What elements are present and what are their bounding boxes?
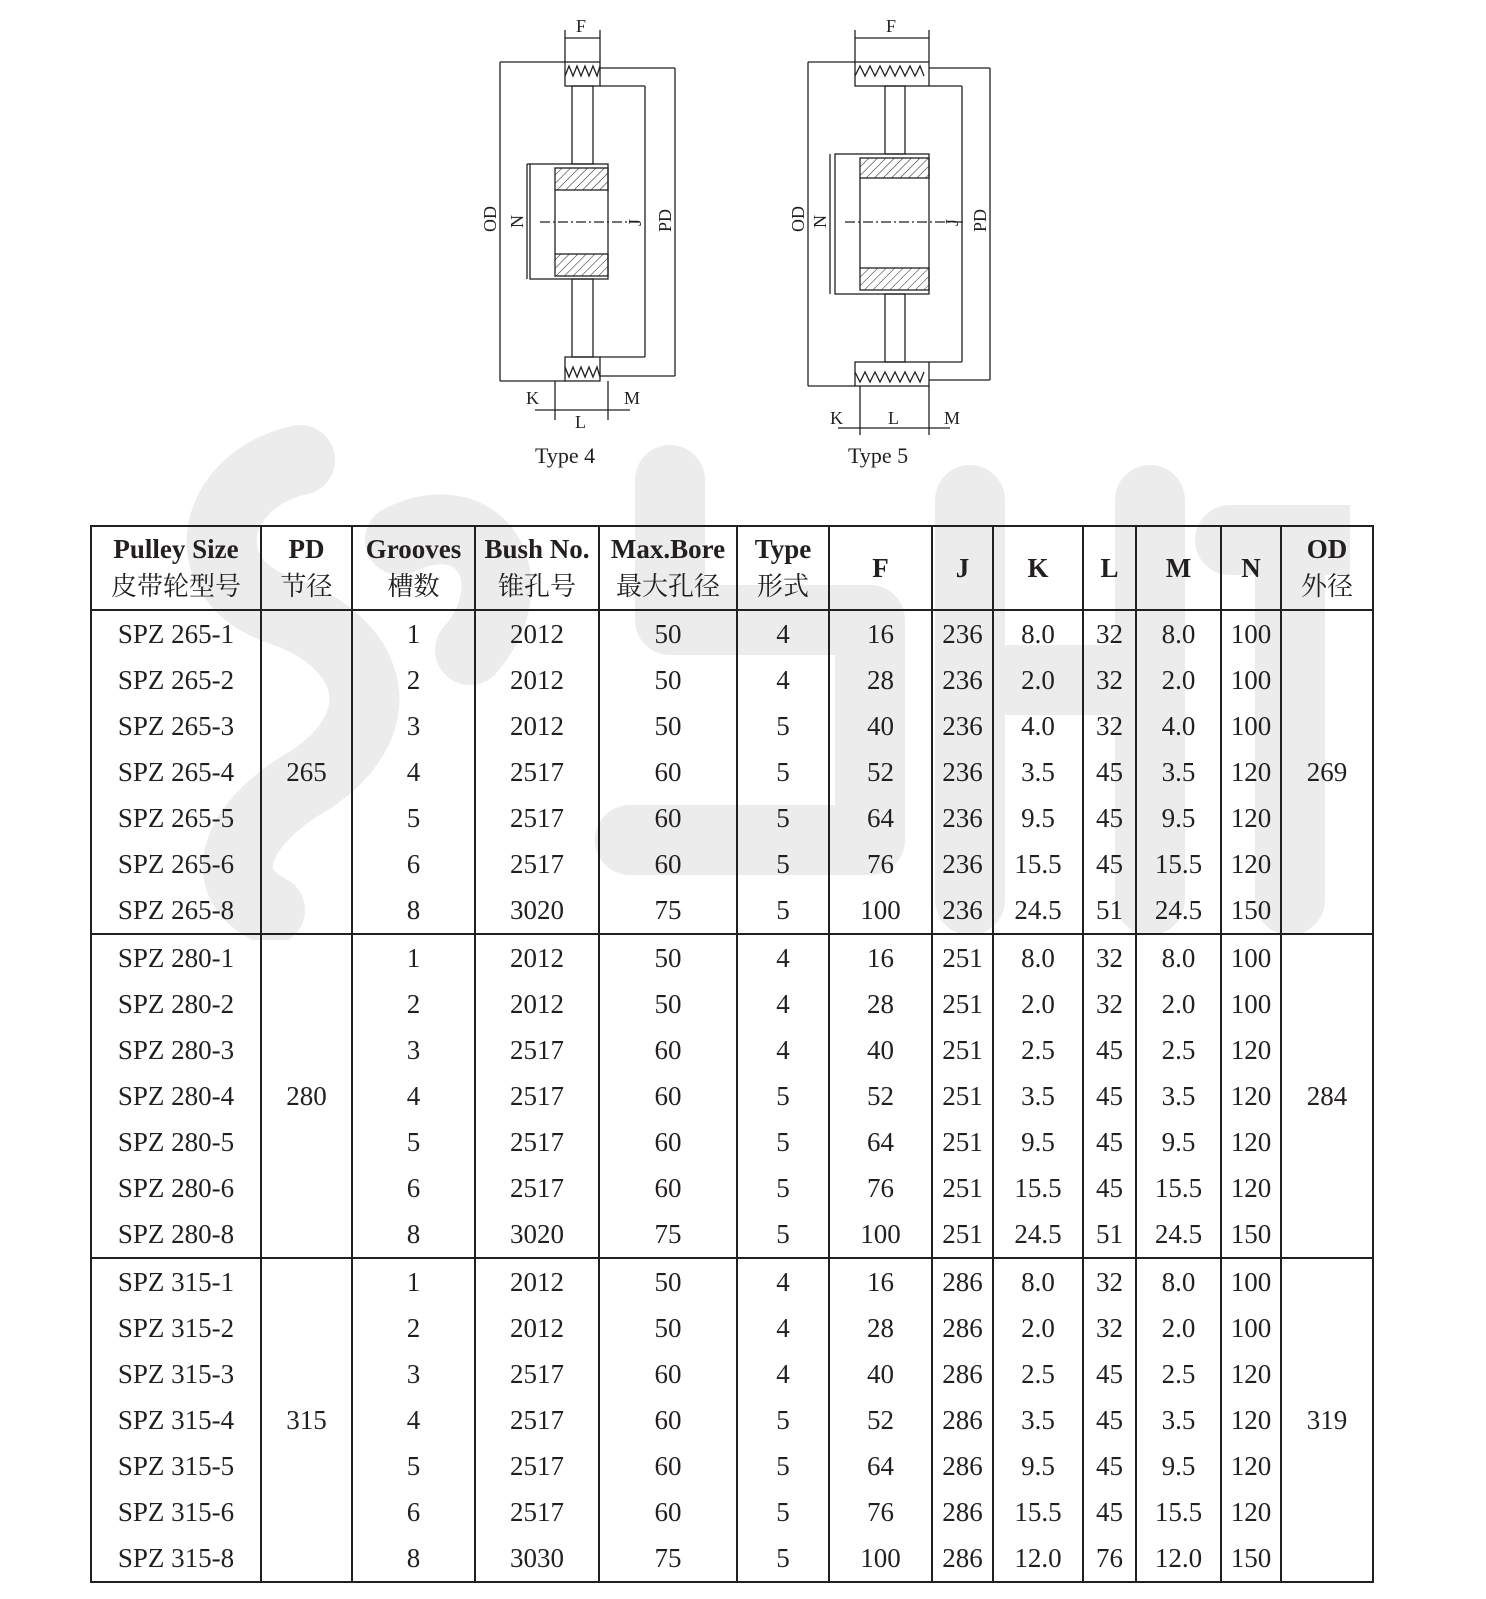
cell-k: 8.0 — [993, 934, 1083, 981]
cell-f: 52 — [829, 749, 932, 795]
cell-pulley-size: SPZ 265-4 — [91, 749, 261, 795]
cell-max-bore: 60 — [599, 749, 737, 795]
cell-bush: 2517 — [475, 749, 599, 795]
cell-grooves: 3 — [352, 1027, 475, 1073]
cell-pulley-size: SPZ 280-5 — [91, 1119, 261, 1165]
cell-grooves: 4 — [352, 749, 475, 795]
cell-max-bore: 50 — [599, 610, 737, 657]
cell-n: 120 — [1221, 1165, 1281, 1211]
column-header-en: OD — [1306, 534, 1348, 564]
cell-l: 45 — [1083, 749, 1136, 795]
cell-j: 236 — [932, 703, 993, 749]
cell-j: 251 — [932, 1073, 993, 1119]
column-header — [1281, 526, 1373, 610]
cell-pulley-size: SPZ 265-1 — [91, 610, 261, 657]
cell-n: 100 — [1221, 981, 1281, 1027]
cell-n: 120 — [1221, 1443, 1281, 1489]
cell-l: 45 — [1083, 1397, 1136, 1443]
cell-type: 5 — [737, 1119, 829, 1165]
cell-k: 8.0 — [993, 610, 1083, 657]
cell-l: 32 — [1083, 981, 1136, 1027]
cell-l: 45 — [1083, 795, 1136, 841]
column-header-cn: 皮带轮型号 — [110, 572, 241, 602]
cell-m: 15.5 — [1136, 1165, 1221, 1211]
cell-pd: 280 — [261, 934, 352, 1258]
cell-type: 4 — [737, 1305, 829, 1351]
cell-bush: 2517 — [475, 1027, 599, 1073]
table-row — [91, 610, 1373, 657]
cell-m: 2.5 — [1136, 1351, 1221, 1397]
cell-l: 32 — [1083, 610, 1136, 657]
cell-od: 284 — [1281, 934, 1373, 1258]
cell-n: 150 — [1221, 1535, 1281, 1582]
cell-f: 28 — [829, 657, 932, 703]
type5-label-f: F — [886, 16, 897, 36]
cell-j: 236 — [932, 749, 993, 795]
cell-grooves: 5 — [352, 1119, 475, 1165]
cell-j: 236 — [932, 610, 993, 657]
cell-n: 120 — [1221, 1397, 1281, 1443]
cell-f: 76 — [829, 841, 932, 887]
cell-m: 8.0 — [1136, 610, 1221, 657]
cell-m: 9.5 — [1136, 1119, 1221, 1165]
type5-label-n: N — [810, 215, 830, 228]
cell-bush: 2517 — [475, 1443, 599, 1489]
type4-label-m: M — [624, 388, 641, 408]
cell-f: 40 — [829, 1351, 932, 1397]
cell-type: 5 — [737, 887, 829, 934]
cell-m: 24.5 — [1136, 1211, 1221, 1258]
cell-pulley-size: SPZ 280-1 — [91, 934, 261, 981]
cell-l: 32 — [1083, 703, 1136, 749]
cell-type: 4 — [737, 934, 829, 981]
column-header — [352, 526, 475, 610]
cell-k: 4.0 — [993, 703, 1083, 749]
cell-f: 52 — [829, 1397, 932, 1443]
type4-caption: Type 4 — [535, 443, 596, 468]
type4-label-k: K — [526, 388, 539, 408]
cell-m: 2.0 — [1136, 1305, 1221, 1351]
cell-grooves: 8 — [352, 887, 475, 934]
cell-l: 32 — [1083, 934, 1136, 981]
column-header — [1083, 526, 1136, 610]
cell-bush: 2517 — [475, 1073, 599, 1119]
cell-bush: 2517 — [475, 795, 599, 841]
cell-m: 4.0 — [1136, 703, 1221, 749]
type4-label-f: F — [576, 16, 587, 36]
cell-grooves: 5 — [352, 795, 475, 841]
cell-j: 286 — [932, 1443, 993, 1489]
cell-f: 100 — [829, 887, 932, 934]
cell-pulley-size: SPZ 315-5 — [91, 1443, 261, 1489]
cell-type: 4 — [737, 657, 829, 703]
cell-m: 8.0 — [1136, 934, 1221, 981]
cell-m: 3.5 — [1136, 1397, 1221, 1443]
cell-pulley-size: SPZ 280-2 — [91, 981, 261, 1027]
cell-grooves: 2 — [352, 657, 475, 703]
cell-n: 120 — [1221, 1119, 1281, 1165]
cell-max-bore: 50 — [599, 934, 737, 981]
cell-n: 150 — [1221, 887, 1281, 934]
cell-j: 286 — [932, 1351, 993, 1397]
cell-type: 5 — [737, 1211, 829, 1258]
cell-bush: 3020 — [475, 1211, 599, 1258]
cell-pulley-size: SPZ 280-6 — [91, 1165, 261, 1211]
cell-n: 100 — [1221, 657, 1281, 703]
cell-j: 251 — [932, 1119, 993, 1165]
column-header — [1136, 526, 1221, 610]
cell-l: 45 — [1083, 1489, 1136, 1535]
cell-pd: 265 — [261, 610, 352, 934]
cell-j: 236 — [932, 657, 993, 703]
cell-type: 5 — [737, 1535, 829, 1582]
cell-max-bore: 60 — [599, 795, 737, 841]
cell-j: 286 — [932, 1535, 993, 1582]
column-header-en: Pulley Size — [113, 534, 239, 564]
cell-pd: 315 — [261, 1258, 352, 1582]
cell-l: 32 — [1083, 1305, 1136, 1351]
cell-m: 2.5 — [1136, 1027, 1221, 1073]
cell-j: 286 — [932, 1397, 993, 1443]
column-header-en: PD — [288, 534, 325, 564]
cell-grooves: 6 — [352, 1489, 475, 1535]
cell-type: 5 — [737, 703, 829, 749]
type4-label-j: J — [625, 218, 645, 226]
column-header-cn: 节径 — [280, 572, 333, 602]
cell-pulley-size: SPZ 315-2 — [91, 1305, 261, 1351]
cell-l: 45 — [1083, 1351, 1136, 1397]
cell-n: 100 — [1221, 1305, 1281, 1351]
cell-k: 2.0 — [993, 981, 1083, 1027]
column-header-cn: 槽数 — [387, 572, 440, 602]
cell-m: 9.5 — [1136, 795, 1221, 841]
cell-l: 76 — [1083, 1535, 1136, 1582]
column-header-cn: 锥孔号 — [497, 572, 576, 602]
column-header-en: Type — [754, 534, 812, 564]
cell-max-bore: 60 — [599, 841, 737, 887]
cell-l: 45 — [1083, 1165, 1136, 1211]
column-header-cn: 外径 — [1300, 572, 1353, 602]
cell-n: 120 — [1221, 1351, 1281, 1397]
column-header — [1221, 526, 1281, 610]
table-row — [91, 1258, 1373, 1305]
spec-table — [90, 525, 1374, 1583]
cell-k: 9.5 — [993, 1119, 1083, 1165]
cell-l: 32 — [1083, 1258, 1136, 1305]
cell-max-bore: 60 — [599, 1351, 737, 1397]
cell-l: 51 — [1083, 1211, 1136, 1258]
cell-j: 236 — [932, 841, 993, 887]
cell-od: 319 — [1281, 1258, 1373, 1582]
cell-l: 45 — [1083, 1119, 1136, 1165]
cell-grooves: 3 — [352, 703, 475, 749]
cell-type: 5 — [737, 1073, 829, 1119]
cell-l: 51 — [1083, 887, 1136, 934]
cell-bush: 2517 — [475, 1119, 599, 1165]
cell-type: 5 — [737, 1443, 829, 1489]
column-header-cn: 最大孔径 — [615, 572, 720, 602]
cell-f: 100 — [829, 1211, 932, 1258]
cell-k: 2.5 — [993, 1351, 1083, 1397]
cell-f: 40 — [829, 703, 932, 749]
cell-bush: 3020 — [475, 887, 599, 934]
cell-j: 286 — [932, 1489, 993, 1535]
cell-f: 52 — [829, 1073, 932, 1119]
cell-type: 4 — [737, 1351, 829, 1397]
cell-m: 3.5 — [1136, 749, 1221, 795]
column-header-cn: 形式 — [756, 572, 809, 602]
cell-n: 120 — [1221, 749, 1281, 795]
cell-m: 9.5 — [1136, 1443, 1221, 1489]
cell-pulley-size: SPZ 315-3 — [91, 1351, 261, 1397]
cell-f: 64 — [829, 795, 932, 841]
cell-grooves: 8 — [352, 1211, 475, 1258]
cell-j: 236 — [932, 795, 993, 841]
column-header — [932, 526, 993, 610]
cell-m: 8.0 — [1136, 1258, 1221, 1305]
column-header — [737, 526, 829, 610]
type5-caption: Type 5 — [848, 443, 909, 468]
cell-grooves: 5 — [352, 1443, 475, 1489]
cell-k: 24.5 — [993, 887, 1083, 934]
cell-pulley-size: SPZ 265-6 — [91, 841, 261, 887]
cell-type: 4 — [737, 981, 829, 1027]
cell-j: 236 — [932, 887, 993, 934]
cell-bush: 2517 — [475, 1397, 599, 1443]
cell-l: 45 — [1083, 1073, 1136, 1119]
column-header-en: Bush No. — [484, 534, 590, 564]
cell-n: 100 — [1221, 703, 1281, 749]
cell-n: 100 — [1221, 610, 1281, 657]
cell-grooves: 1 — [352, 934, 475, 981]
cell-k: 15.5 — [993, 1489, 1083, 1535]
cell-m: 15.5 — [1136, 841, 1221, 887]
cell-j: 251 — [932, 1165, 993, 1211]
cell-pulley-size: SPZ 265-3 — [91, 703, 261, 749]
table-row — [91, 934, 1373, 981]
cell-type: 5 — [737, 1489, 829, 1535]
column-header-en: N — [1241, 553, 1261, 583]
cell-grooves: 3 — [352, 1351, 475, 1397]
cell-f: 76 — [829, 1489, 932, 1535]
cell-bush: 2517 — [475, 1351, 599, 1397]
cell-type: 4 — [737, 610, 829, 657]
cell-k: 3.5 — [993, 749, 1083, 795]
column-header — [993, 526, 1083, 610]
type4-label-od: OD — [480, 206, 500, 232]
cell-bush: 2012 — [475, 981, 599, 1027]
cell-n: 120 — [1221, 1027, 1281, 1073]
cell-type: 5 — [737, 749, 829, 795]
cell-k: 15.5 — [993, 1165, 1083, 1211]
type5-label-od: OD — [788, 206, 808, 232]
cell-bush: 2012 — [475, 610, 599, 657]
cell-f: 16 — [829, 1258, 932, 1305]
cell-pulley-size: SPZ 315-8 — [91, 1535, 261, 1582]
cell-pulley-size: SPZ 315-6 — [91, 1489, 261, 1535]
cell-bush: 2012 — [475, 1305, 599, 1351]
cell-l: 45 — [1083, 841, 1136, 887]
type4-label-l: L — [575, 412, 586, 432]
cell-max-bore: 75 — [599, 1535, 737, 1582]
column-header — [829, 526, 932, 610]
cell-j: 251 — [932, 934, 993, 981]
header-row — [91, 526, 1373, 610]
column-header-en: K — [1027, 553, 1049, 583]
type5-drawing — [808, 30, 990, 435]
cell-m: 2.0 — [1136, 657, 1221, 703]
cell-grooves: 6 — [352, 841, 475, 887]
cell-l: 45 — [1083, 1027, 1136, 1073]
table-body — [91, 610, 1373, 1582]
cell-pulley-size: SPZ 280-3 — [91, 1027, 261, 1073]
cell-grooves: 8 — [352, 1535, 475, 1582]
cell-f: 64 — [829, 1119, 932, 1165]
cell-f: 16 — [829, 610, 932, 657]
type5-label-j: J — [942, 218, 962, 226]
cell-k: 9.5 — [993, 1443, 1083, 1489]
cell-k: 3.5 — [993, 1397, 1083, 1443]
pulley-drawings — [0, 0, 1486, 490]
type5-label-m: M — [944, 408, 961, 428]
column-header-en: F — [872, 553, 889, 583]
cell-j: 286 — [932, 1258, 993, 1305]
column-header-en: L — [1100, 553, 1119, 583]
cell-grooves: 1 — [352, 1258, 475, 1305]
column-header — [261, 526, 352, 610]
cell-j: 286 — [932, 1305, 993, 1351]
type4-labels — [480, 16, 675, 468]
cell-type: 5 — [737, 841, 829, 887]
cell-n: 120 — [1221, 841, 1281, 887]
type5-label-k: K — [830, 408, 843, 428]
cell-f: 16 — [829, 934, 932, 981]
column-header — [475, 526, 599, 610]
cell-k: 9.5 — [993, 795, 1083, 841]
cell-bush: 2012 — [475, 1258, 599, 1305]
cell-max-bore: 50 — [599, 981, 737, 1027]
cell-grooves: 4 — [352, 1397, 475, 1443]
cell-grooves: 6 — [352, 1165, 475, 1211]
cell-pulley-size: SPZ 265-8 — [91, 887, 261, 934]
cell-f: 76 — [829, 1165, 932, 1211]
cell-n: 100 — [1221, 934, 1281, 981]
cell-max-bore: 60 — [599, 1489, 737, 1535]
cell-n: 150 — [1221, 1211, 1281, 1258]
cell-type: 5 — [737, 1165, 829, 1211]
cell-pulley-size: SPZ 280-4 — [91, 1073, 261, 1119]
cell-n: 120 — [1221, 795, 1281, 841]
cell-k: 12.0 — [993, 1535, 1083, 1582]
cell-f: 100 — [829, 1535, 932, 1582]
cell-l: 45 — [1083, 1443, 1136, 1489]
cell-max-bore: 60 — [599, 1397, 737, 1443]
cell-n: 120 — [1221, 1489, 1281, 1535]
cell-grooves: 1 — [352, 610, 475, 657]
cell-pulley-size: SPZ 315-1 — [91, 1258, 261, 1305]
cell-k: 3.5 — [993, 1073, 1083, 1119]
type5-label-pd: PD — [970, 208, 990, 232]
cell-pulley-size: SPZ 280-8 — [91, 1211, 261, 1258]
cell-k: 24.5 — [993, 1211, 1083, 1258]
cell-bush: 3030 — [475, 1535, 599, 1582]
cell-max-bore: 60 — [599, 1443, 737, 1489]
cell-j: 251 — [932, 981, 993, 1027]
cell-bush: 2012 — [475, 934, 599, 981]
cell-type: 5 — [737, 795, 829, 841]
column-header-en: J — [955, 553, 970, 583]
cell-max-bore: 60 — [599, 1119, 737, 1165]
cell-bush: 2517 — [475, 1165, 599, 1211]
cell-k: 15.5 — [993, 841, 1083, 887]
cell-m: 12.0 — [1136, 1535, 1221, 1582]
cell-m: 2.0 — [1136, 981, 1221, 1027]
cell-max-bore: 60 — [599, 1027, 737, 1073]
cell-max-bore: 75 — [599, 887, 737, 934]
cell-pulley-size: SPZ 315-4 — [91, 1397, 261, 1443]
column-header — [91, 526, 261, 610]
cell-max-bore: 75 — [599, 1211, 737, 1258]
cell-bush: 2517 — [475, 1489, 599, 1535]
cell-m: 3.5 — [1136, 1073, 1221, 1119]
cell-grooves: 2 — [352, 1305, 475, 1351]
cell-bush: 2517 — [475, 841, 599, 887]
type5-labels — [788, 16, 990, 468]
cell-k: 2.0 — [993, 1305, 1083, 1351]
cell-k: 8.0 — [993, 1258, 1083, 1305]
cell-f: 28 — [829, 981, 932, 1027]
cell-f: 40 — [829, 1027, 932, 1073]
cell-type: 4 — [737, 1027, 829, 1073]
cell-l: 32 — [1083, 657, 1136, 703]
type4-label-n: N — [507, 215, 527, 228]
column-header-en: Grooves — [365, 534, 462, 564]
cell-od: 269 — [1281, 610, 1373, 934]
cell-n: 120 — [1221, 1073, 1281, 1119]
cell-f: 28 — [829, 1305, 932, 1351]
cell-n: 100 — [1221, 1258, 1281, 1305]
column-header-en: M — [1165, 553, 1192, 583]
cell-grooves: 4 — [352, 1073, 475, 1119]
cell-bush: 2012 — [475, 657, 599, 703]
table-header — [91, 526, 1373, 610]
cell-j: 251 — [932, 1211, 993, 1258]
cell-max-bore: 60 — [599, 1165, 737, 1211]
cell-bush: 2012 — [475, 703, 599, 749]
cell-grooves: 2 — [352, 981, 475, 1027]
type5-label-l: L — [888, 408, 899, 428]
column-header-en: Max.Bore — [610, 534, 726, 564]
cell-m: 24.5 — [1136, 887, 1221, 934]
cell-f: 64 — [829, 1443, 932, 1489]
type4-label-pd: PD — [655, 208, 675, 232]
cell-k: 2.0 — [993, 657, 1083, 703]
cell-m: 15.5 — [1136, 1489, 1221, 1535]
cell-max-bore: 50 — [599, 1305, 737, 1351]
cell-max-bore: 60 — [599, 1073, 737, 1119]
cell-max-bore: 50 — [599, 1258, 737, 1305]
column-header — [599, 526, 737, 610]
cell-pulley-size: SPZ 265-5 — [91, 795, 261, 841]
cell-max-bore: 50 — [599, 657, 737, 703]
cell-max-bore: 50 — [599, 703, 737, 749]
cell-type: 4 — [737, 1258, 829, 1305]
cell-type: 5 — [737, 1397, 829, 1443]
cell-j: 251 — [932, 1027, 993, 1073]
cell-pulley-size: SPZ 265-2 — [91, 657, 261, 703]
cell-k: 2.5 — [993, 1027, 1083, 1073]
